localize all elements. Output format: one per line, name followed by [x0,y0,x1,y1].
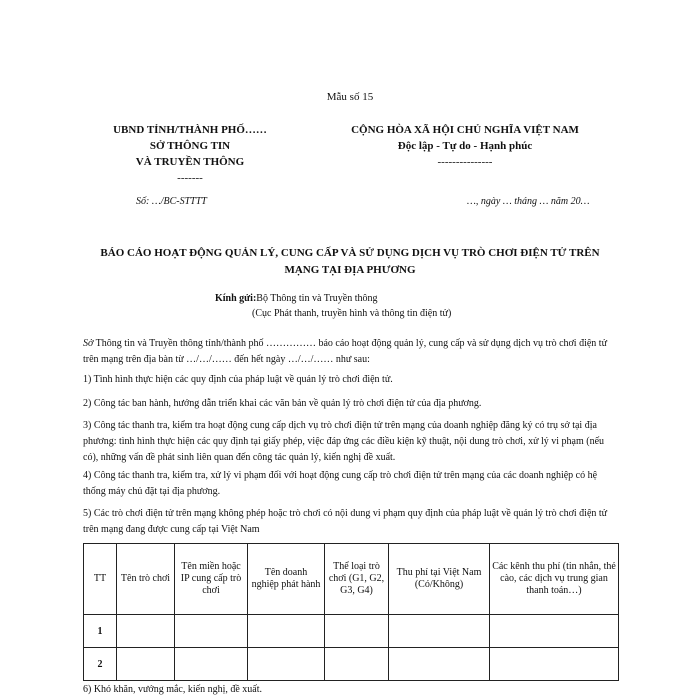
agency-line-2: SỞ THÔNG TIN [149,140,231,152]
table-header-row [84,544,619,615]
intro-italic: Sở [83,338,94,349]
table-cell [325,648,389,681]
games-table [83,543,619,681]
table-cell [248,615,325,648]
item-1: 1) Tình hình thực hiện các quy định của pháp luật về quản lý trò chơi điện tử. [83,374,393,385]
table-cell [117,648,175,681]
header-payment-channels: Các kênh thu phí (tin nhắn, thẻ cào, các dịch vụ trung gian thanh toán…) [490,544,619,615]
title-line-1: BÁO CÁO HOẠT ĐỘNG QUẢN LÝ, CUNG CẤP VÀ SỬ DỤNG DỊCH VỤ TRÒ CHƠI ĐIỆN TỬ TRÊN [100,247,600,259]
header-game-name: Tên trò chơi [117,544,175,615]
item-2: 2) Công tác ban hành, hướng dẫn triển khai các văn bản về quản lý trò chơi điện tử của địa phương. [83,398,482,409]
row-index: 1 [84,615,117,648]
recipient-sub: (Cục Phát thanh, truyền hình và thông tin điện tử) [252,308,452,319]
intro-paragraph [83,336,617,368]
recipient-label: Kính gửi: [215,293,257,304]
table-cell [175,648,248,681]
table-cell [389,648,490,681]
recipient-block [215,291,451,321]
agency-line-3: VÀ TRUYỀN THÔNG [135,156,245,168]
table-row [84,648,619,681]
agency-divider: ------- [177,172,203,184]
item-5: 5) Các trò chơi điện tử trên mạng không phép hoặc trò chơi có nội dung vi phạm quy định của pháp luật về quản lý trò chơi điện tử trên mạng đang được cung cấp tại Việt Nam [83,508,608,535]
table-cell [325,615,389,648]
header-game-type: Thể loại trò chơi (G1, G2, G3, G4) [325,544,389,615]
header-index: TT [84,544,117,615]
recipient-name: Bộ Thông tin và Truyền thông [256,293,378,304]
form-number: Mẫu số 15 [326,91,374,103]
header-fee-vietnam: Thu phí tại Việt Nam (Có/Không) [389,544,490,615]
header-domain-ip: Tên miền hoặc IP cung cấp trò chơi [175,544,248,615]
document-date: …, ngày … tháng … năm 20… [467,196,590,207]
nation-name: CỘNG HÒA XÃ HỘI CHỦ NGHĨA VIỆT NAM [351,124,579,136]
intro-text: Thông tin và Truyền thông tỉnh/thành phố …………… báo cáo hoạt động quản lý, cung cấp và sử dụng dịch vụ trò chơi điện tử trên mạng trên địa bàn từ …/…/…… đến hết ngày …/…/…… như sau: [83,338,608,365]
table-cell [248,648,325,681]
item-4: 4) Công tác thanh tra, kiểm tra, xử lý vi phạm đối với hoạt động cung cấp trò chơi điện tử trên mạng của các doanh nghiệp có hệ thống máy chủ đặt tại địa phương. [83,470,598,497]
table-cell [389,615,490,648]
header-publisher: Tên doanh nghiệp phát hành [248,544,325,615]
national-header [300,122,630,170]
title-line-2: MẠNG TẠI ĐỊA PHƯƠNG [284,264,416,276]
row-index: 2 [84,648,117,681]
table-row [84,615,619,648]
agency-line-1: UBND TỈNH/THÀNH PHỐ…… [113,124,267,136]
item-6: 6) Khó khăn, vướng mắc, kiến nghị, đề xuất. [83,684,263,695]
national-motto: Độc lập - Tự do - Hạnh phúc [397,140,533,152]
report-title [70,245,630,279]
national-divider: --------------- [437,156,493,168]
table-cell [117,615,175,648]
issuing-agency-header [90,122,290,186]
table-cell [175,615,248,648]
document-number: Số: …/BC-STTTT [136,196,207,207]
table-cell [490,648,619,681]
table-cell [490,615,619,648]
item-3: 3) Công tác thanh tra, kiểm tra hoạt động cung cấp dịch vụ trò chơi điện tử trên mạng của doanh nghiệp đăng ký có trụ sở tại địa phương: tình hình thực hiện các quy định tại giấy phép, việc đáp ứng các điều kiện kỹ thuật, nội dung trò chơi, xử lý vi phạm (nếu có), những vấn đề phát sinh liên quan đến công tác quản lý, kiến nghị đề xuất. [83,420,605,463]
